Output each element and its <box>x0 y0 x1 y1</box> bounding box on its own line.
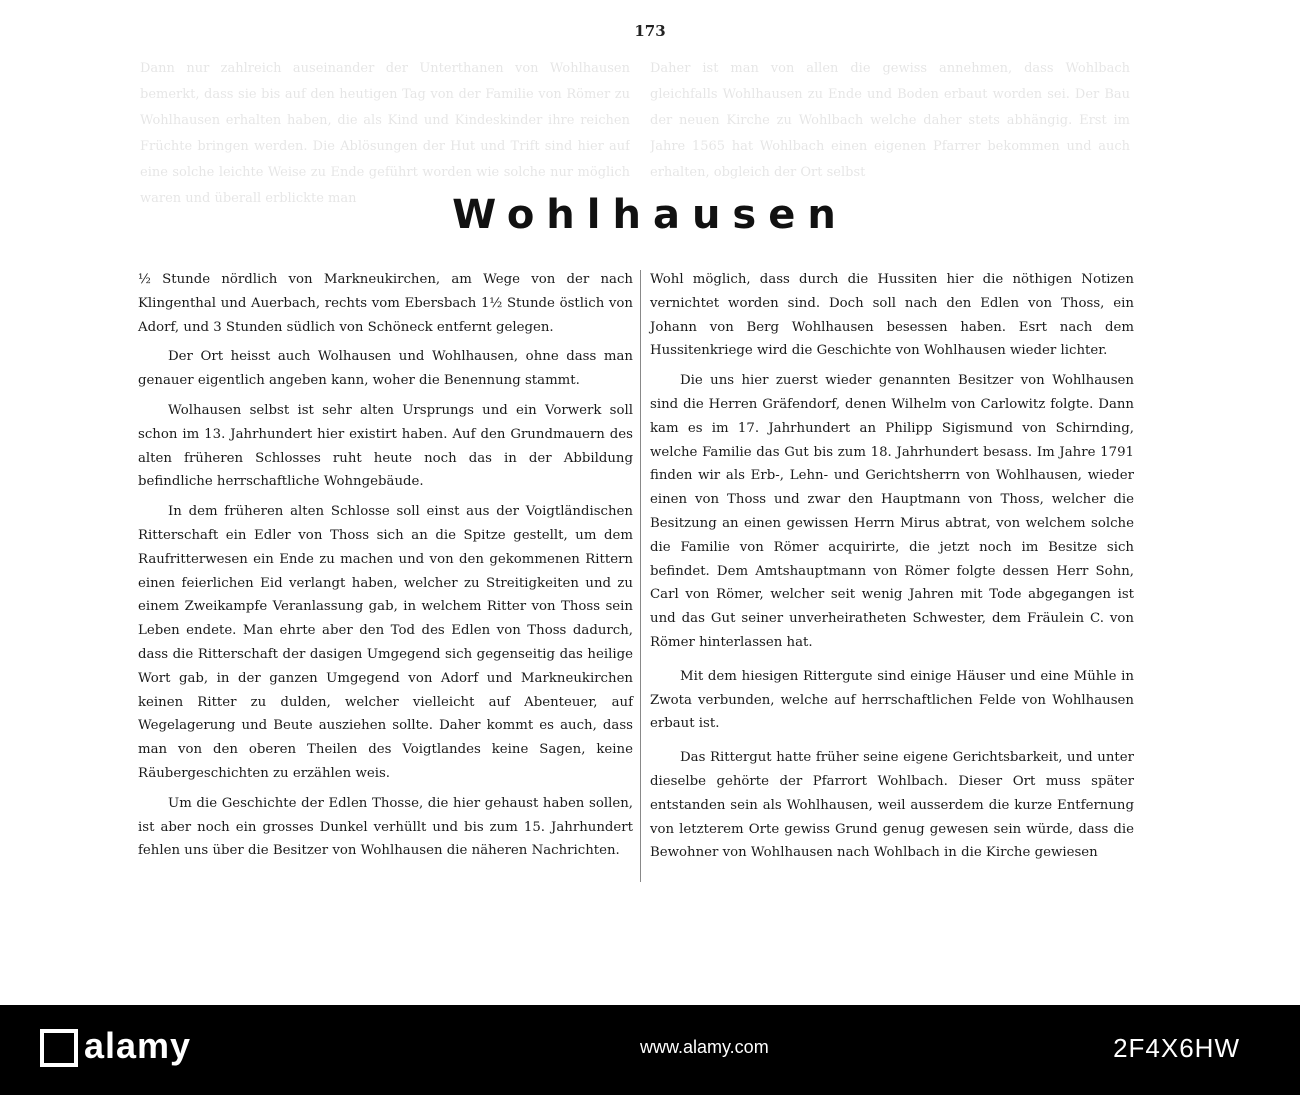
paragraph: ½ Stunde nördlich von Markneukirchen, am Wege von der nach Klingenthal und Auerbach, rechts vom Ebersbach 1½ Stunde östlich von Adorf, und 3 Stunden südlich von Schöneck entfernt gelegen. <box>138 272 633 335</box>
page-number: 173 <box>634 22 666 40</box>
left-column <box>138 268 633 869</box>
watermark-footer <box>0 1005 1300 1095</box>
alamy-logo <box>40 1025 191 1067</box>
logo-box-icon <box>40 1029 78 1067</box>
paragraph: In dem früheren alten Schlosse soll einst aus der Voigtländischen Ritterschaft ein Edler von Thoss sich an die Spitze gestellt, um dem Raufritterwesen ein Ende zu machen und von den gekommenen Rittern einen feierlichen Eid verlangt haben, welcher zu Streitigkeiten und zu einem Zweikampfe Veranlassung gab, in welchem Ritter von Thoss sein Leben endete. Man ehrte aber den Tod des Edlen von Thoss dadurch, dass die Ritterschaft der dasigen Umgegend sich gegenseitig das heilige Wort gab, in der ganzen Umgegend von Adorf und Markneukirchen keinen Ritter zu dulden, welcher vielleicht auf Abenteuer, auf Wegelagerung und Beute ausziehen sollte. Daher kommt es auch, dass man von den oberen Theilen des Voigtlandes keine Sagen, keine Räubergeschichten zu erzählen weis. <box>138 504 633 781</box>
bleed-through-text-left: Dann nur zahlreich auseinander der Unterthanen von Wohlhausen bemerkt, dass sie bis auf den heutigen Tag von der Familie von Römer zu Wohlhausen erhalten haben, die als Kind und Kindeskinder ihre reichen Früchte bringen werden. Die Ablösungen der Hut und Trift sind hier auf eine solche leichte Weise zu Ende geführt worden wie solche nur möglich waren und überall erblickte man <box>140 61 630 206</box>
right-column <box>650 268 1134 871</box>
page-title: Wohlhausen <box>452 192 848 238</box>
column-divider <box>640 270 641 882</box>
paragraph: Das Rittergut hatte früher seine eigene Gerichtsbarkeit, und unter dieselbe gehörte der Pfarrort Wohlbach. Dieser Ort muss später entstanden sein als Wohlhausen, weil ausserdem die kurze Entfernung von letzterem Orte gewiss Grund genug gewesen sein würde, dass die Bewohner von Wohlhausen nach Wohlbach in die Kirche gewiesen <box>650 750 1134 861</box>
bleed-through-text-right: Daher ist man von allen die gewiss annehmen, dass Wohlbach gleichfalls Wohlhausen zu Ende und Boden erbaut worden sei. Der Bau der neuen Kirche zu Wohlbach welche daher stets abhängig. Erst im Jahre 1565 hat Wohlbach einen eigenen Pfarrer bekommen und auch erhalten, obgleich der Ort selbst <box>650 61 1130 180</box>
paragraph: Wohl möglich, dass durch die Hussiten hier die nöthigen Notizen vernichtet worden sind. Doch soll nach den Edlen von Thoss, ein Johann von Berg Wohlhausen besessen haben. Esrt nach dem Hussitenkriege wird die Geschichte von Wohlhausen wieder lichter. <box>650 272 1134 359</box>
footer-site: www.alamy.com <box>640 1037 769 1057</box>
logo-text: alamy <box>84 1025 192 1066</box>
image-id: 2F4X6HW <box>1113 1033 1240 1063</box>
paragraph: Um die Geschichte der Edlen Thosse, die hier gehaust haben sollen, ist aber noch ein grosses Dunkel verhüllt und bis zum 15. Jahrhundert fehlen uns über die Besitzer von Wohlhausen die näheren Nachrichten. <box>138 795 633 859</box>
paragraph: Die uns hier zuerst wieder genannten Besitzer von Wohlhausen sind die Herren Gräfendorf, denen Wilhelm von Carlowitz folgte. Dann kam es im 17. Jahrhundert an Philipp Sigismund von Schirnding, welche Familie das Gut bis zum 18. Jahrhundert besass. Im Jahre 1791 finden wir als Erb-, Lehn- und Gerichtsherrn von Wohlhausen, wieder einen von Thoss und zwar den Hauptmann von Thoss, welcher die Besitzung an einen gewissen Herrn Mirus abtrat, von welchem solche die Familie von Römer acquirirte, die jetzt noch im Besitze sich befindet. Dem Amtshauptmann von Römer folgte dessen Herr Sohn, Carl von Römer, welcher seit wenig Jahren mit Tode abgegangen ist und das Gut seiner unverheiratheten Schwester, dem Fräulein C. von Römer hinterlassen hat. <box>650 373 1134 650</box>
paragraph: Der Ort heisst auch Wolhausen und Wohlhausen, ohne dass man genauer eigentlich angeben kann, woher die Benennung stammt. <box>138 349 633 389</box>
paragraph: Mit dem hiesigen Rittergute sind einige Häuser und eine Mühle in Zwota verbunden, welche auf herrschaftlichen Felde von Wohlhausen erbaut ist. <box>650 668 1134 732</box>
paragraph: Wolhausen selbst ist sehr alten Ursprungs und ein Vorwerk soll schon im 13. Jahrhundert hier existirt haben. Auf den Grundmauern des alten früheren Schlosses ruht heute noch das in der Abbildung befindliche herrschaftliche Wohngebäude. <box>138 402 633 490</box>
